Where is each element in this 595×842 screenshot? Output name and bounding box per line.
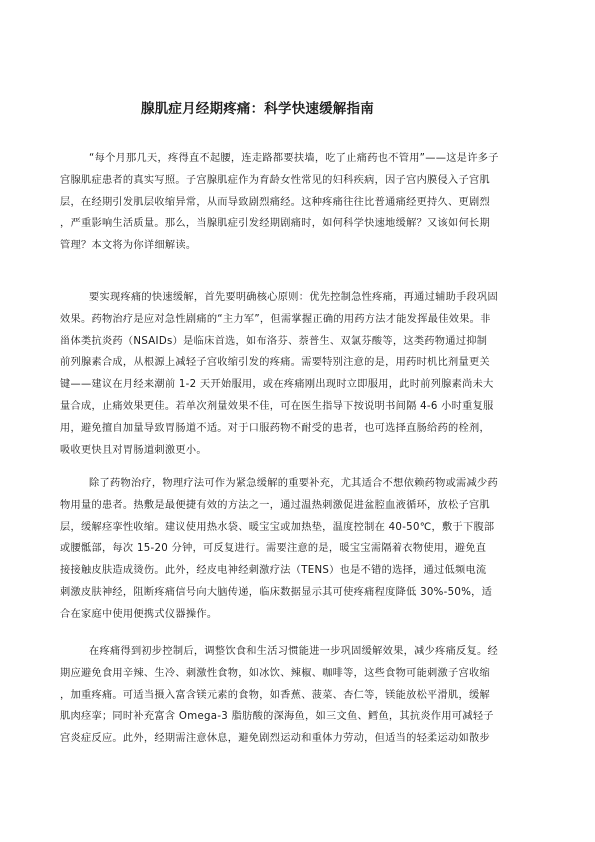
paragraph-line: 要实现疼痛的快速缓解，首先要明确核心原则：优先控制急性疼痛，再通过辅助手段巩固: [89, 292, 499, 303]
paragraph-line: 在疼痛得到初步控制后，调整饮食和生活习惯能进一步巩固缓解效果，减少疼痛反复。经: [89, 646, 499, 657]
paragraph-line: 键——建议在月经来潮前 1-2 天开始服用，或在疼痛刚出现时立即服用，此时前列腺素尚未大: [60, 379, 494, 391]
paragraph-line: 甾体类抗炎药（NSAIDs）是临床首选，如布洛芬、萘普生、双氯芬酸等，这类药物通过抑制: [60, 335, 488, 347]
paragraph-diet-lifestyle: [60, 641, 535, 750]
paragraph-line: 用，避免擅自加量导致胃肠道不适。对于口服药物不耐受的患者，也可选择直肠给药的栓剂，: [60, 422, 490, 434]
paragraph-line: 管理？本文将为你详细解读。: [60, 240, 197, 252]
paragraph-intro: [60, 148, 535, 257]
paragraph-line: 除了药物治疗，物理疗法可作为紧急缓解的重要补充，尤其适合不想依赖药物或需减少药: [89, 478, 499, 489]
paragraph-line: 肌肉痉挛；同时补充富含 Omega-3 脂肪酸的深海鱼，如三文鱼、鳕鱼，其抗炎作用可减轻子: [60, 711, 494, 723]
paragraph-line: 接接触皮肤造成烫伤。此外，经皮电神经刺激疗法（TENS）也是不错的选择，通过低频电流: [60, 565, 487, 577]
paragraph-line: 吸收更快且对胃肠道刺激更小。: [60, 444, 207, 456]
paragraph-line: 宫炎症反应。此外，经期需注意休息，避免剧烈运动和重体力劳动，但适当的轻柔运动如散步: [60, 733, 490, 745]
paragraph-line: 或腰骶部，每次 15-20 分钟，可反复进行。需要注意的是，暖宝宝需隔着衣物使用，避免直: [60, 543, 487, 555]
page-title: 腺肌症月经期疼痛：科学快速缓解指南: [141, 101, 374, 117]
paragraph-line: ，严重影响生活质量。那么，当腺肌症引发经期剧痛时，如何科学快速地缓解？又该如何长期: [60, 218, 490, 230]
paragraph-line: 前列腺素合成，从根源上减轻子宫收缩引发的疼痛。需要特别注意的是，用药时机比剂量更关: [60, 357, 490, 369]
paragraph-line: 期应避免食用辛辣、生冷、刺激性食物，如冰饮、辣椒、咖啡等，这些食物可能刺激子宫收缩: [60, 667, 490, 679]
paragraph-line: 层，在经期引发肌层收缩异常，从而导致剧烈痛经。这种疼痛往往比普通痛经更持久、更剧烈: [60, 196, 490, 208]
paragraph-line: ，加重疼痛。可适当摄入富含镁元素的食物，如香蕉、菠菜、杏仁等，镁能放松平滑肌，缓解: [60, 689, 490, 701]
paragraph-line: 层，缓解痉挛性收缩。建议使用热水袋、暖宝宝或加热垫，温度控制在 40-50℃，敷于下腹部: [60, 521, 495, 533]
paragraph-line: “每个月那几天，疼得直不起腰，连走路都要扶墙，吃了止痛药也不管用”——这是许多子: [89, 153, 499, 164]
paragraph-line: 刺激皮肤神经，阻断疼痛信号向大脑传递，临床数据显示其可使疼痛程度降低 30%-50%，适: [60, 586, 493, 598]
paragraph-line: 物用量的患者。热敷是最便捷有效的方法之一，通过温热刺激促进盆腔血液循环，放松子宫肌: [60, 499, 490, 511]
paragraph-line: 宫腺肌症患者的真实写照。子宫腺肌症作为育龄女性常见的妇科疾病，因子宫内膜侵入子宫肌: [60, 174, 490, 186]
paragraph-line: 合在家庭中使用便携式仪器操作。: [60, 608, 218, 620]
paragraph-physical-therapy: [60, 473, 535, 626]
paragraph-medication: [60, 287, 535, 461]
paragraph-line: 量合成，止痛效果更佳。若单次剂量效果不佳，可在医生指导下按说明书间隔 4-6 小时重复服: [60, 400, 494, 412]
paragraph-line: 效果。药物治疗是应对急性剧痛的“主力军”，但需掌握正确的用药方法才能发挥最佳效果。非: [60, 313, 491, 325]
